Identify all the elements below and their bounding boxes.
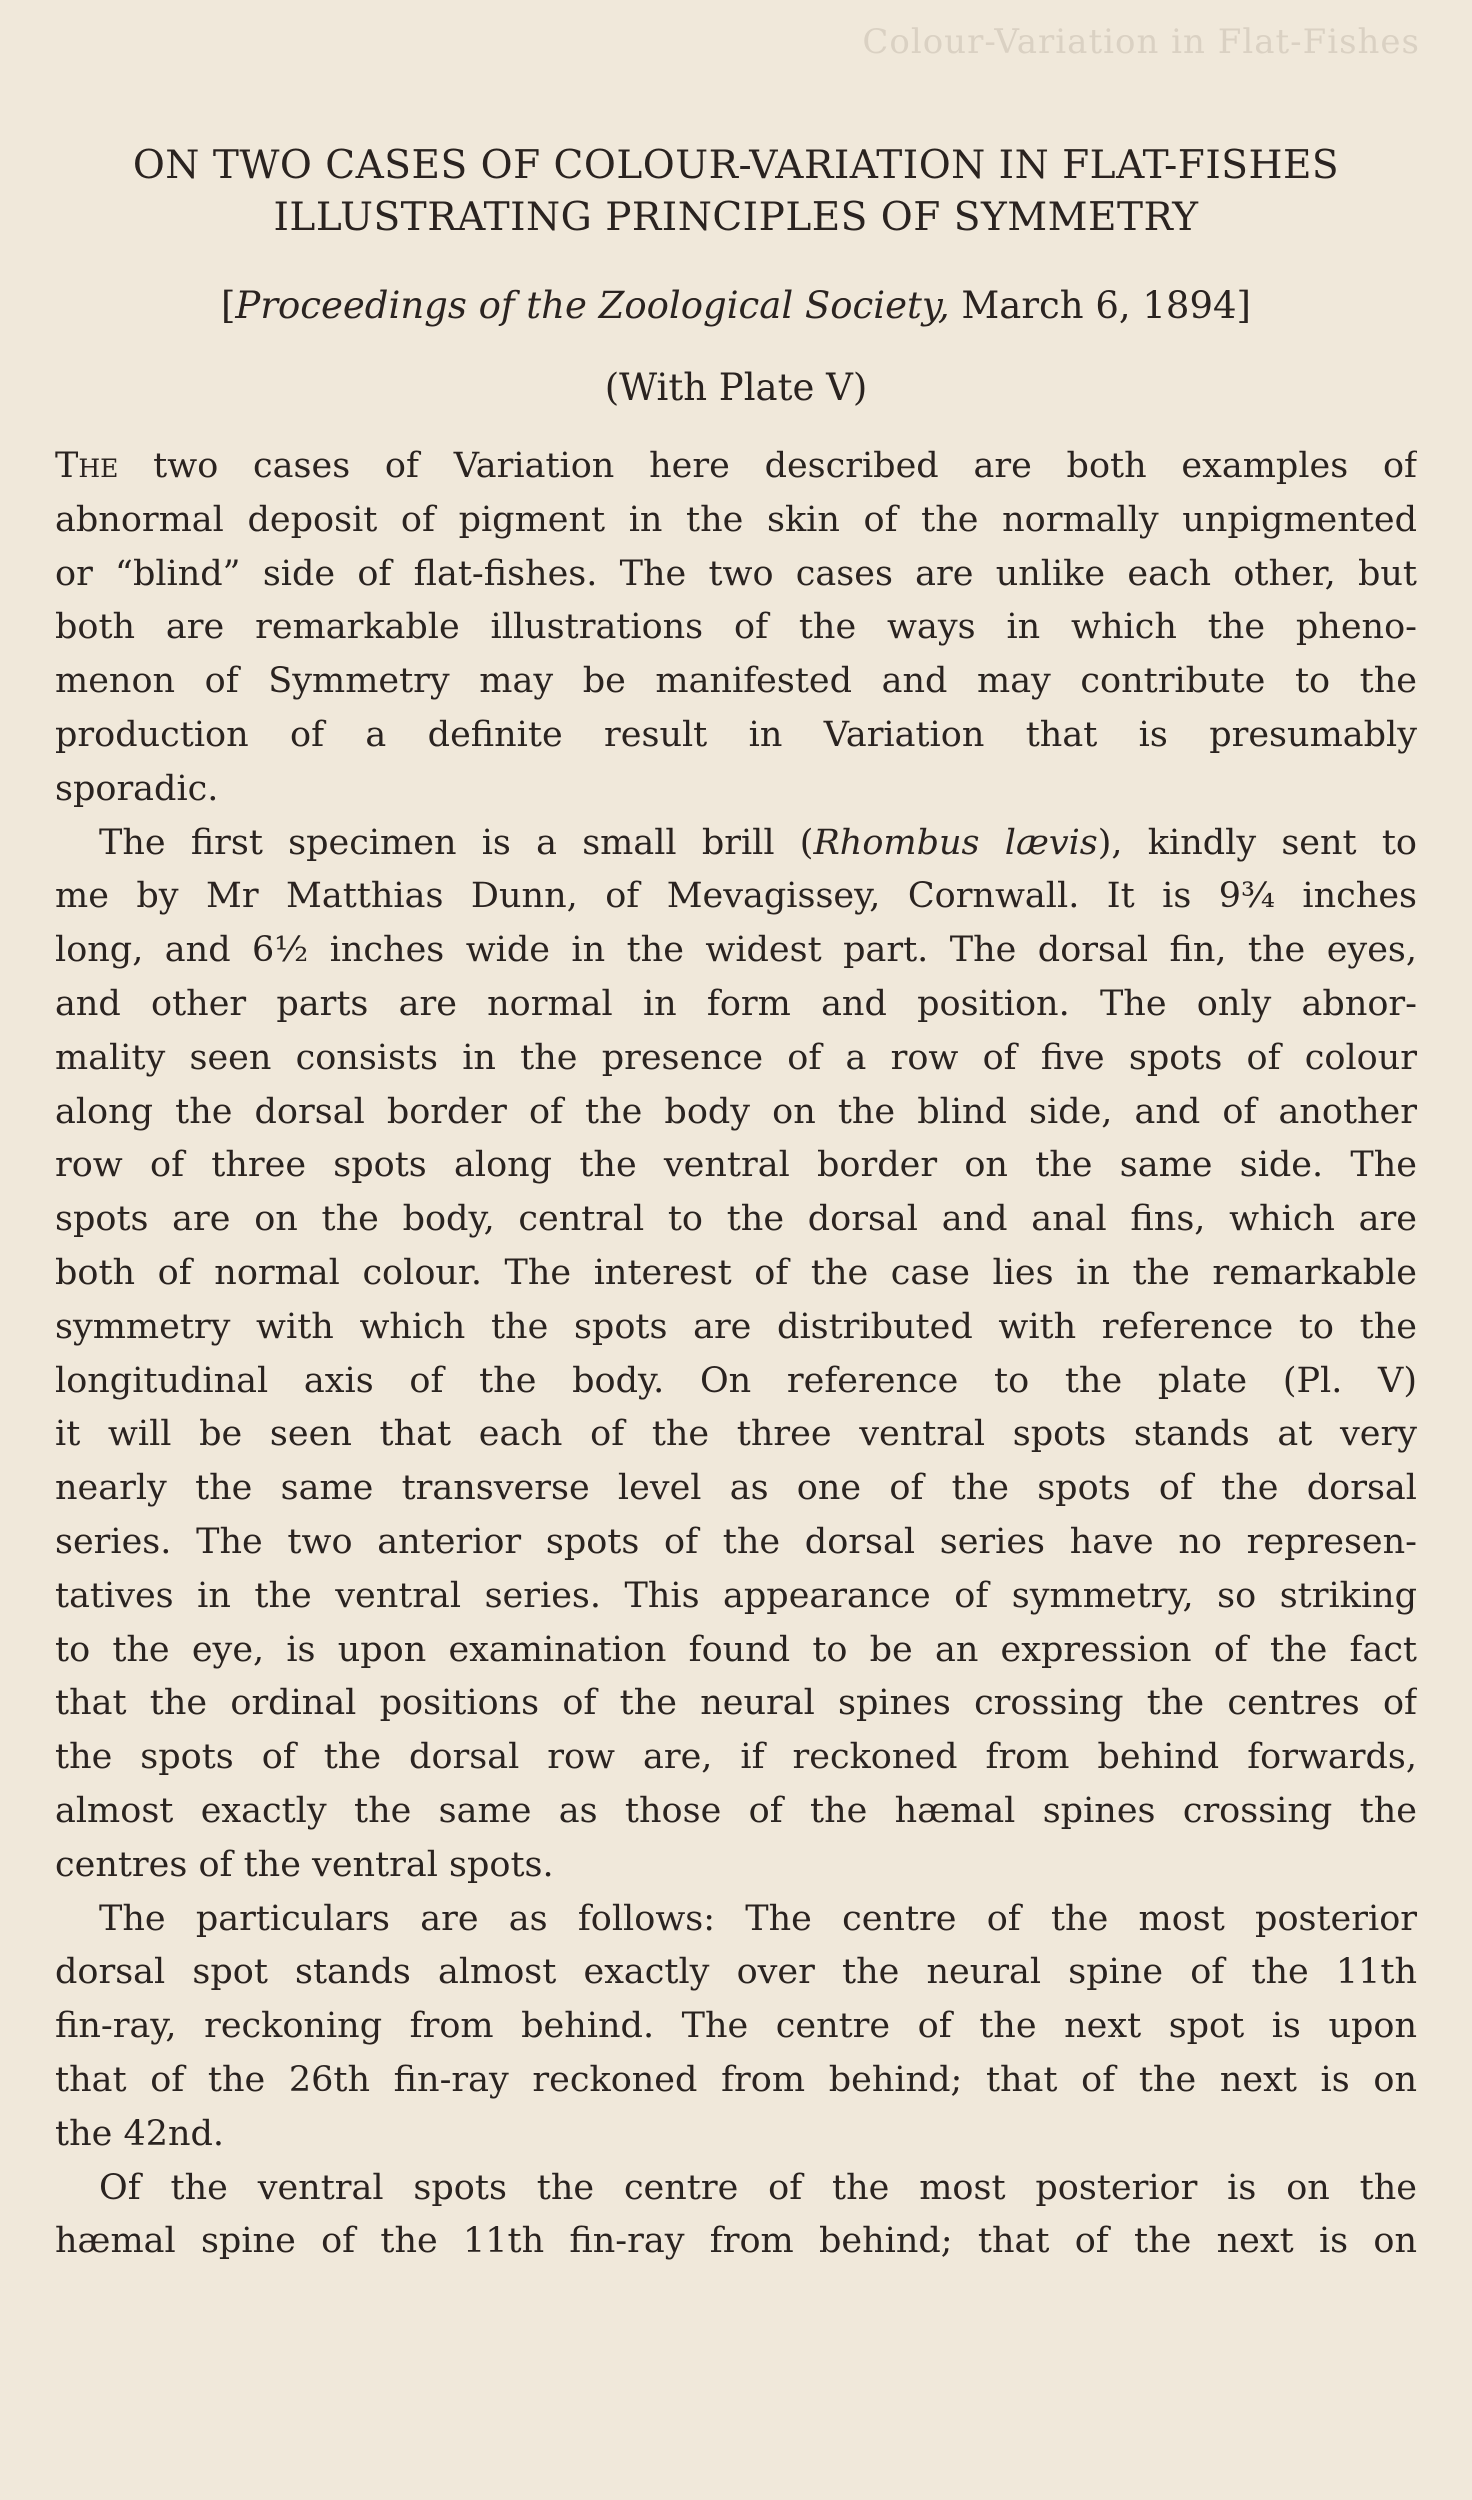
text-line (55, 1946, 1417, 2000)
text-line (55, 440, 1417, 494)
title-line-1: ON TWO CASES OF COLOUR-VARIATION IN FLAT-FISHES (132, 143, 1340, 188)
text-line (55, 548, 1417, 602)
text-line (55, 1247, 1417, 1301)
paragraph (55, 2162, 1417, 2270)
text-line (55, 1408, 1417, 1462)
text-run: almost exactly the same as those of the hæmal spines crossing the (55, 1790, 1417, 1831)
text-run: along the dorsal border of the body on the blind side, and of another (55, 1091, 1417, 1132)
text-run: the 42nd. (55, 2113, 225, 2154)
text-line (55, 1785, 1417, 1839)
citation-date: March 6, 1894] (949, 284, 1251, 327)
text-line (55, 1462, 1417, 1516)
text-run: to the eye, is upon examination found to be an expression of the fact (55, 1629, 1417, 1670)
text-run: that of the 26th fin-ray reckoned from behind; that of the next is on (55, 2059, 1417, 2100)
text-run: and other parts are normal in form and position. The only abnor- (55, 983, 1417, 1024)
species-name: Rhombus lævis (813, 822, 1098, 863)
text-run: mality seen consists in the presence of a row of five spots of colour (55, 1037, 1417, 1078)
paragraph (55, 440, 1417, 817)
text-line (55, 978, 1417, 1032)
text-line (55, 709, 1417, 763)
text-line (55, 1570, 1417, 1624)
text-line (55, 1193, 1417, 1247)
text-run: The particulars are as follows: The centre of the most posterior (99, 1898, 1417, 1939)
text-run: longitudinal axis of the body. On reference to the plate (Pl. V) (55, 1360, 1417, 1401)
text-run: menon of Symmetry may be manifested and may contribute to the (55, 661, 1417, 702)
text-line (55, 1032, 1417, 1086)
plate-note: (With Plate V) (604, 366, 868, 409)
text-run: long, and 6½ inches wide in the widest part. The dorsal fin, the eyes, (55, 930, 1417, 971)
text-line (55, 2000, 1417, 2054)
title-line-2: ILLUSTRATING PRINCIPLES OF SYMMETRY (273, 195, 1199, 240)
text-line (55, 1301, 1417, 1355)
running-header: Colour-Variation in Flat-Fishes (862, 22, 1420, 62)
text-line (55, 1624, 1417, 1678)
paragraph (55, 1893, 1417, 2162)
text-run: both are remarkable illustrations of the ways in which the pheno- (55, 607, 1417, 648)
text-run: series. The two anterior spots of the dorsal series have no represen- (55, 1521, 1417, 1562)
text-line (55, 494, 1417, 548)
text-line (55, 763, 1417, 817)
body-text (55, 440, 1417, 2269)
text-run: production of a definite result in Variation that is presumably (55, 714, 1417, 755)
text-run: abnormal deposit of pigment in the skin of the normally unpigmented (55, 499, 1417, 540)
text-run: it will be seen that each of the three ventral spots stands at very (55, 1414, 1417, 1455)
text-run: both of normal colour. The interest of the case lies in the remarkable (55, 1252, 1417, 1293)
text-line (55, 1355, 1417, 1409)
small-caps-lead: The (55, 446, 119, 486)
text-run: the spots of the dorsal row are, if reckoned from behind forwards, (55, 1737, 1417, 1778)
paragraph (55, 817, 1417, 1893)
article-title (55, 140, 1417, 244)
text-run: two cases of Variation here described are both examples of (118, 446, 1417, 486)
text-run: or “blind” side of flat-fishes. The two cases are unlike each other, but (55, 553, 1417, 594)
text-line (55, 870, 1417, 924)
text-line (55, 655, 1417, 709)
text-run: The first specimen is a small brill ( (99, 822, 814, 863)
text-line (55, 1731, 1417, 1785)
text-run: sporadic. (55, 768, 219, 809)
text-run: symmetry with which the spots are distributed with reference to the (55, 1306, 1417, 1347)
text-run: centres of the ventral spots. (55, 1844, 554, 1885)
text-line (55, 2054, 1417, 2108)
text-line (55, 2108, 1417, 2162)
citation-journal: Proceedings of the Zoological Society, (235, 284, 950, 327)
text-line (55, 924, 1417, 978)
text-run: Of the ventral spots the centre of the most posterior is on the (99, 2167, 1417, 2208)
text-run: nearly the same transverse level as one of the spots of the dorsal (55, 1468, 1417, 1509)
text-line (55, 2215, 1417, 2269)
text-line (55, 1139, 1417, 1193)
text-run: me by Mr Matthias Dunn, of Mevagissey, Cornwall. It is 9¾ inches (55, 876, 1417, 917)
text-line (55, 2162, 1417, 2216)
citation (55, 282, 1417, 330)
text-line (55, 1893, 1417, 1947)
text-run: dorsal spot stands almost exactly over the neural spine of the 11th (55, 1952, 1417, 1993)
text-line (55, 1086, 1417, 1140)
text-run: fin-ray, reckoning from behind. The centre of the next spot is upon (55, 2006, 1417, 2047)
text-line (55, 1839, 1417, 1893)
text-line (55, 817, 1417, 871)
text-run: tatives in the ventral series. This appearance of symmetry, so striking (55, 1575, 1417, 1616)
text-line (55, 601, 1417, 655)
text-run: ), kindly sent to (1097, 822, 1417, 863)
text-line (55, 1516, 1417, 1570)
text-run: that the ordinal positions of the neural spines crossing the centres of (55, 1683, 1417, 1724)
text-line (55, 1677, 1417, 1731)
text-run: row of three spots along the ventral border on the same side. The (55, 1145, 1417, 1186)
citation-open-bracket: [ (220, 284, 236, 327)
text-run: spots are on the body, central to the dorsal and anal fins, which are (55, 1199, 1417, 1240)
text-run: hæmal spine of the 11th fin-ray from behind; that of the next is on (55, 2221, 1417, 2262)
